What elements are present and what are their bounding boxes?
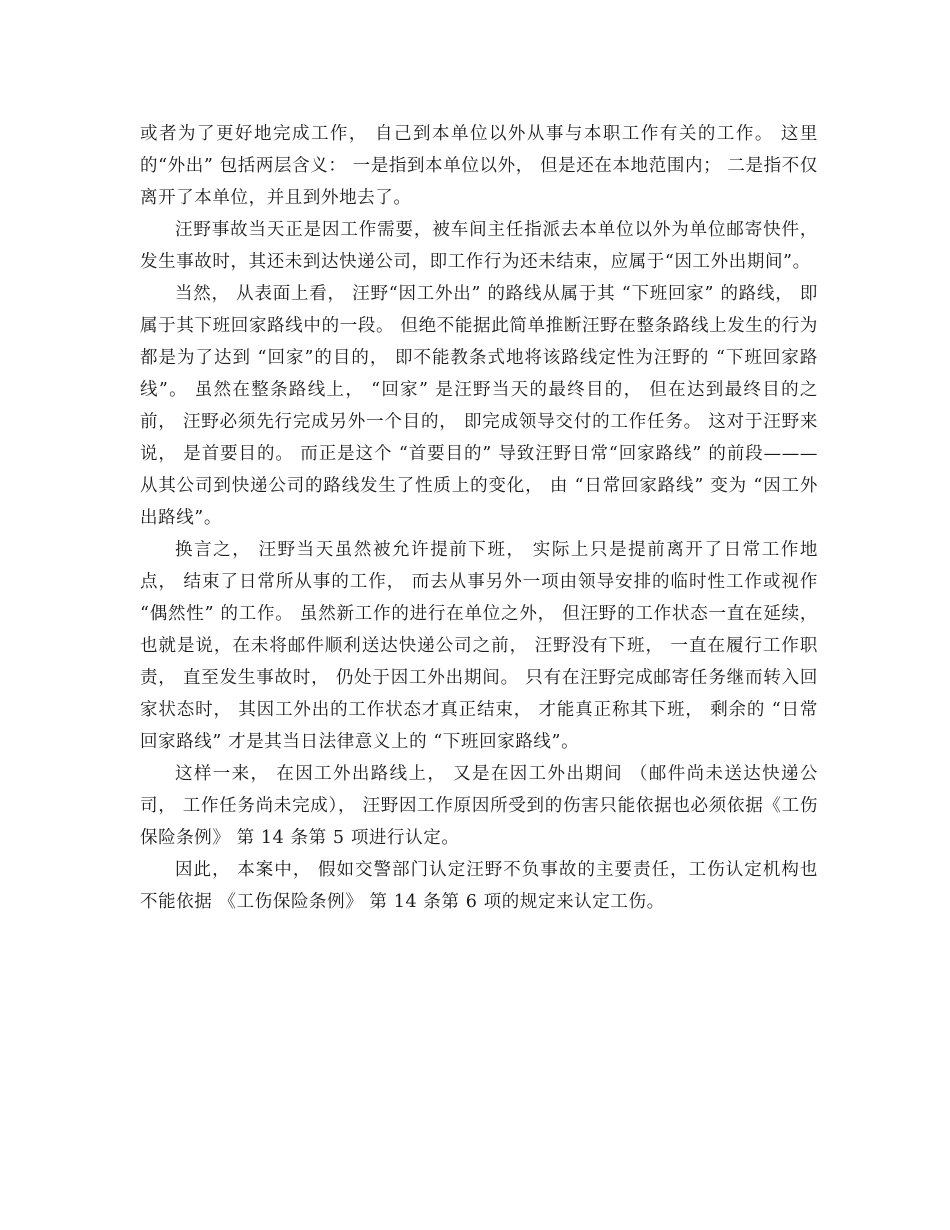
paragraph-6: 因此， 本案中， 假如交警部门认定汪野不负事故的主要责任，工伤认定机构也不能依据 《工伤保险条例》 第 14 条第 6 项的规定来认定工伤。 <box>140 860 818 912</box>
paragraph-2: 汪野事故当天正是因工作需要，被车间主任指派去本单位以外为单位邮寄快件，发生事故时，其还未到达快递公司，即工作行为还未结束，应属于“因工外出期间”。 <box>140 220 818 272</box>
paragraph-5: 这样一来， 在因工外出路线上， 又是在因工外出期间 （邮件尚未送达快递公司， 工作任务尚未完成）， 汪野因工作原因所受到的伤害只能依据也必须依据《工伤保险条例》 第 14 条第 5 项进行认定。 <box>140 764 818 848</box>
document-body <box>140 118 818 918</box>
paragraph-1: 或者为了更好地完成工作， 自己到本单位以外从事与本职工作有关的工作。 这里的“外出” 包括两层含义： 一是指到本单位以外， 但是还在本地范围内； 二是指不仅离开了本单位，并且到外地去了。 <box>140 124 818 208</box>
paragraph-3: 当然， 从表面上看， 汪野“因工外出” 的路线从属于其 “下班回家” 的路线， 即属于其下班回家路线中的一段。 但绝不能据此简单推断汪野在整条路线上发生的行为都是为了达到 “回家”的目的， 即不能教条式地将该路线定性为汪野的 “下班回家路线”。 虽然在整条路线上， “回家” 是汪野当天的最终目的， 但在达到最终目的之前， 汪野必须先行完成另外一个目的， 即完成领导交付的工作任务。 这对于汪野来说， 是首要目的。 而正是这个 “首要目的” 导致汪野日常“回家路线” 的前段———从其公司到快递公司的路线发生了性质上的变化， 由 “日常回家路线” 变为 “因工外出路线”。 <box>140 284 818 528</box>
paragraph-4: 换言之， 汪野当天虽然被允许提前下班， 实际上只是提前离开了日常工作地点， 结束了日常所从事的工作， 而去从事另外一项由领导安排的临时性工作或视作 “偶然性” 的工作。 虽然新工作的进行在单位之外， 但汪野的工作状态一直在延续， 也就是说，在未将邮件顺利送达快递公司之前， 汪野没有下班， 一直在履行工作职责， 直至发生事故时， 仍处于因工外出期间。 只有在汪野完成邮寄任务继而转入回家状态时， 其因工外出的工作状态才真正结束， 才能真正称其下班， 剩余的 “日常回家路线” 才是其当日法律意义上的 “下班回家路线”。 <box>140 540 818 752</box>
